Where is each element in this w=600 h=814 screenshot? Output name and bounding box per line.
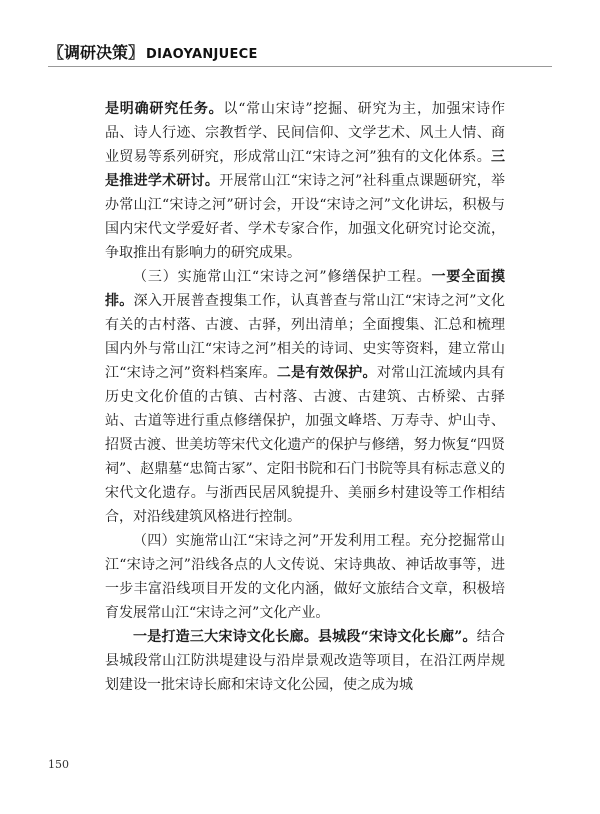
bold-run: 一是打造三大宋诗文化长廊。县城段“宋诗文化长廊”。 — [133, 629, 477, 645]
text-run: 充分挖掘常山江“宋诗之河”沿线各点的人文传说、宋诗典故、神话故事等，进一步丰富沿线项目开发的文化内涵，做好文旅结合文章，积极培育发展常山江“宋诗之河”文化产业。 — [105, 533, 505, 621]
text-run: 以“常山宋诗”挖掘、研究为主，加强宋诗作品、诗人行迹、宗教哲学、民间信仰、文学艺术、风土人情、商业贸易等系列研究，形成常山江“宋诗之河”独有的文化体系。 — [105, 101, 505, 165]
text-run: 开展常山江“宋诗之河”社科重点课题研究，举办常山江“宋诗之河”研讨会，开设“宋诗之河”文化讲坛，积极与国内宋代文学爱好者、学术专家合作，加强文化研究讨论交流，争取推出有影响力的研究成果。 — [105, 173, 505, 261]
paragraph — [105, 625, 505, 697]
running-header — [48, 40, 258, 63]
header-divider — [48, 66, 552, 67]
paragraph — [105, 529, 505, 625]
paragraph — [105, 97, 505, 265]
text-run: 深入开展普查搜集工作，认真普查与常山江“宋诗之河”文化有关的古村落、古渡、古驿，列出清单；全面搜集、汇总和梳理国内外与常山江“宋诗之河”相关的诗词、史实等资料，建立常山江“宋诗之河”资料档案库。 — [105, 293, 505, 381]
section-heading: （三）实施常山江“宋诗之河”修缮保护工程。 — [133, 269, 432, 285]
bold-run: 是明确研究任务。 — [105, 101, 224, 117]
text-run: 结合县城段常山江防洪堤建设与沿岸景观改造等项目，在沿江两岸规划建设一批宋诗长廊和宋诗文化公园，使之成为城 — [105, 629, 506, 693]
paragraph — [105, 265, 505, 529]
bold-run: 三是推进学术研讨。 — [105, 149, 505, 189]
text-run: 对常山江流域内具有历史文化价值的古镇、古村落、古渡、古建筑、古桥梁、古驿站、古道等进行重点修缮保护，加强文峰塔、万寿寺、炉山寺、招贤古渡、世美坊等宋代文化遗产的保护与修缮，努力恢复“四贤祠”、赵鼎墓“忠简古冢”、定阳书院和石门书院等具有标志意义的宋代文化遗存。与浙西民居风貌提升、美丽乡村建设等工作相结合，对沿线建筑风格进行控制。 — [105, 365, 506, 525]
page-number: 150 — [48, 758, 69, 771]
bold-run: 二是有效保护。 — [276, 365, 377, 381]
bold-run: 一要全面摸排。 — [105, 269, 505, 309]
section-title: 〖调研决策〗 — [48, 43, 145, 62]
section-title-latin: DIAOYANJUECE — [146, 47, 258, 62]
section-heading: （四）实施常山江“宋诗之河”开发利用工程。 — [133, 533, 420, 549]
body-text — [105, 97, 505, 697]
